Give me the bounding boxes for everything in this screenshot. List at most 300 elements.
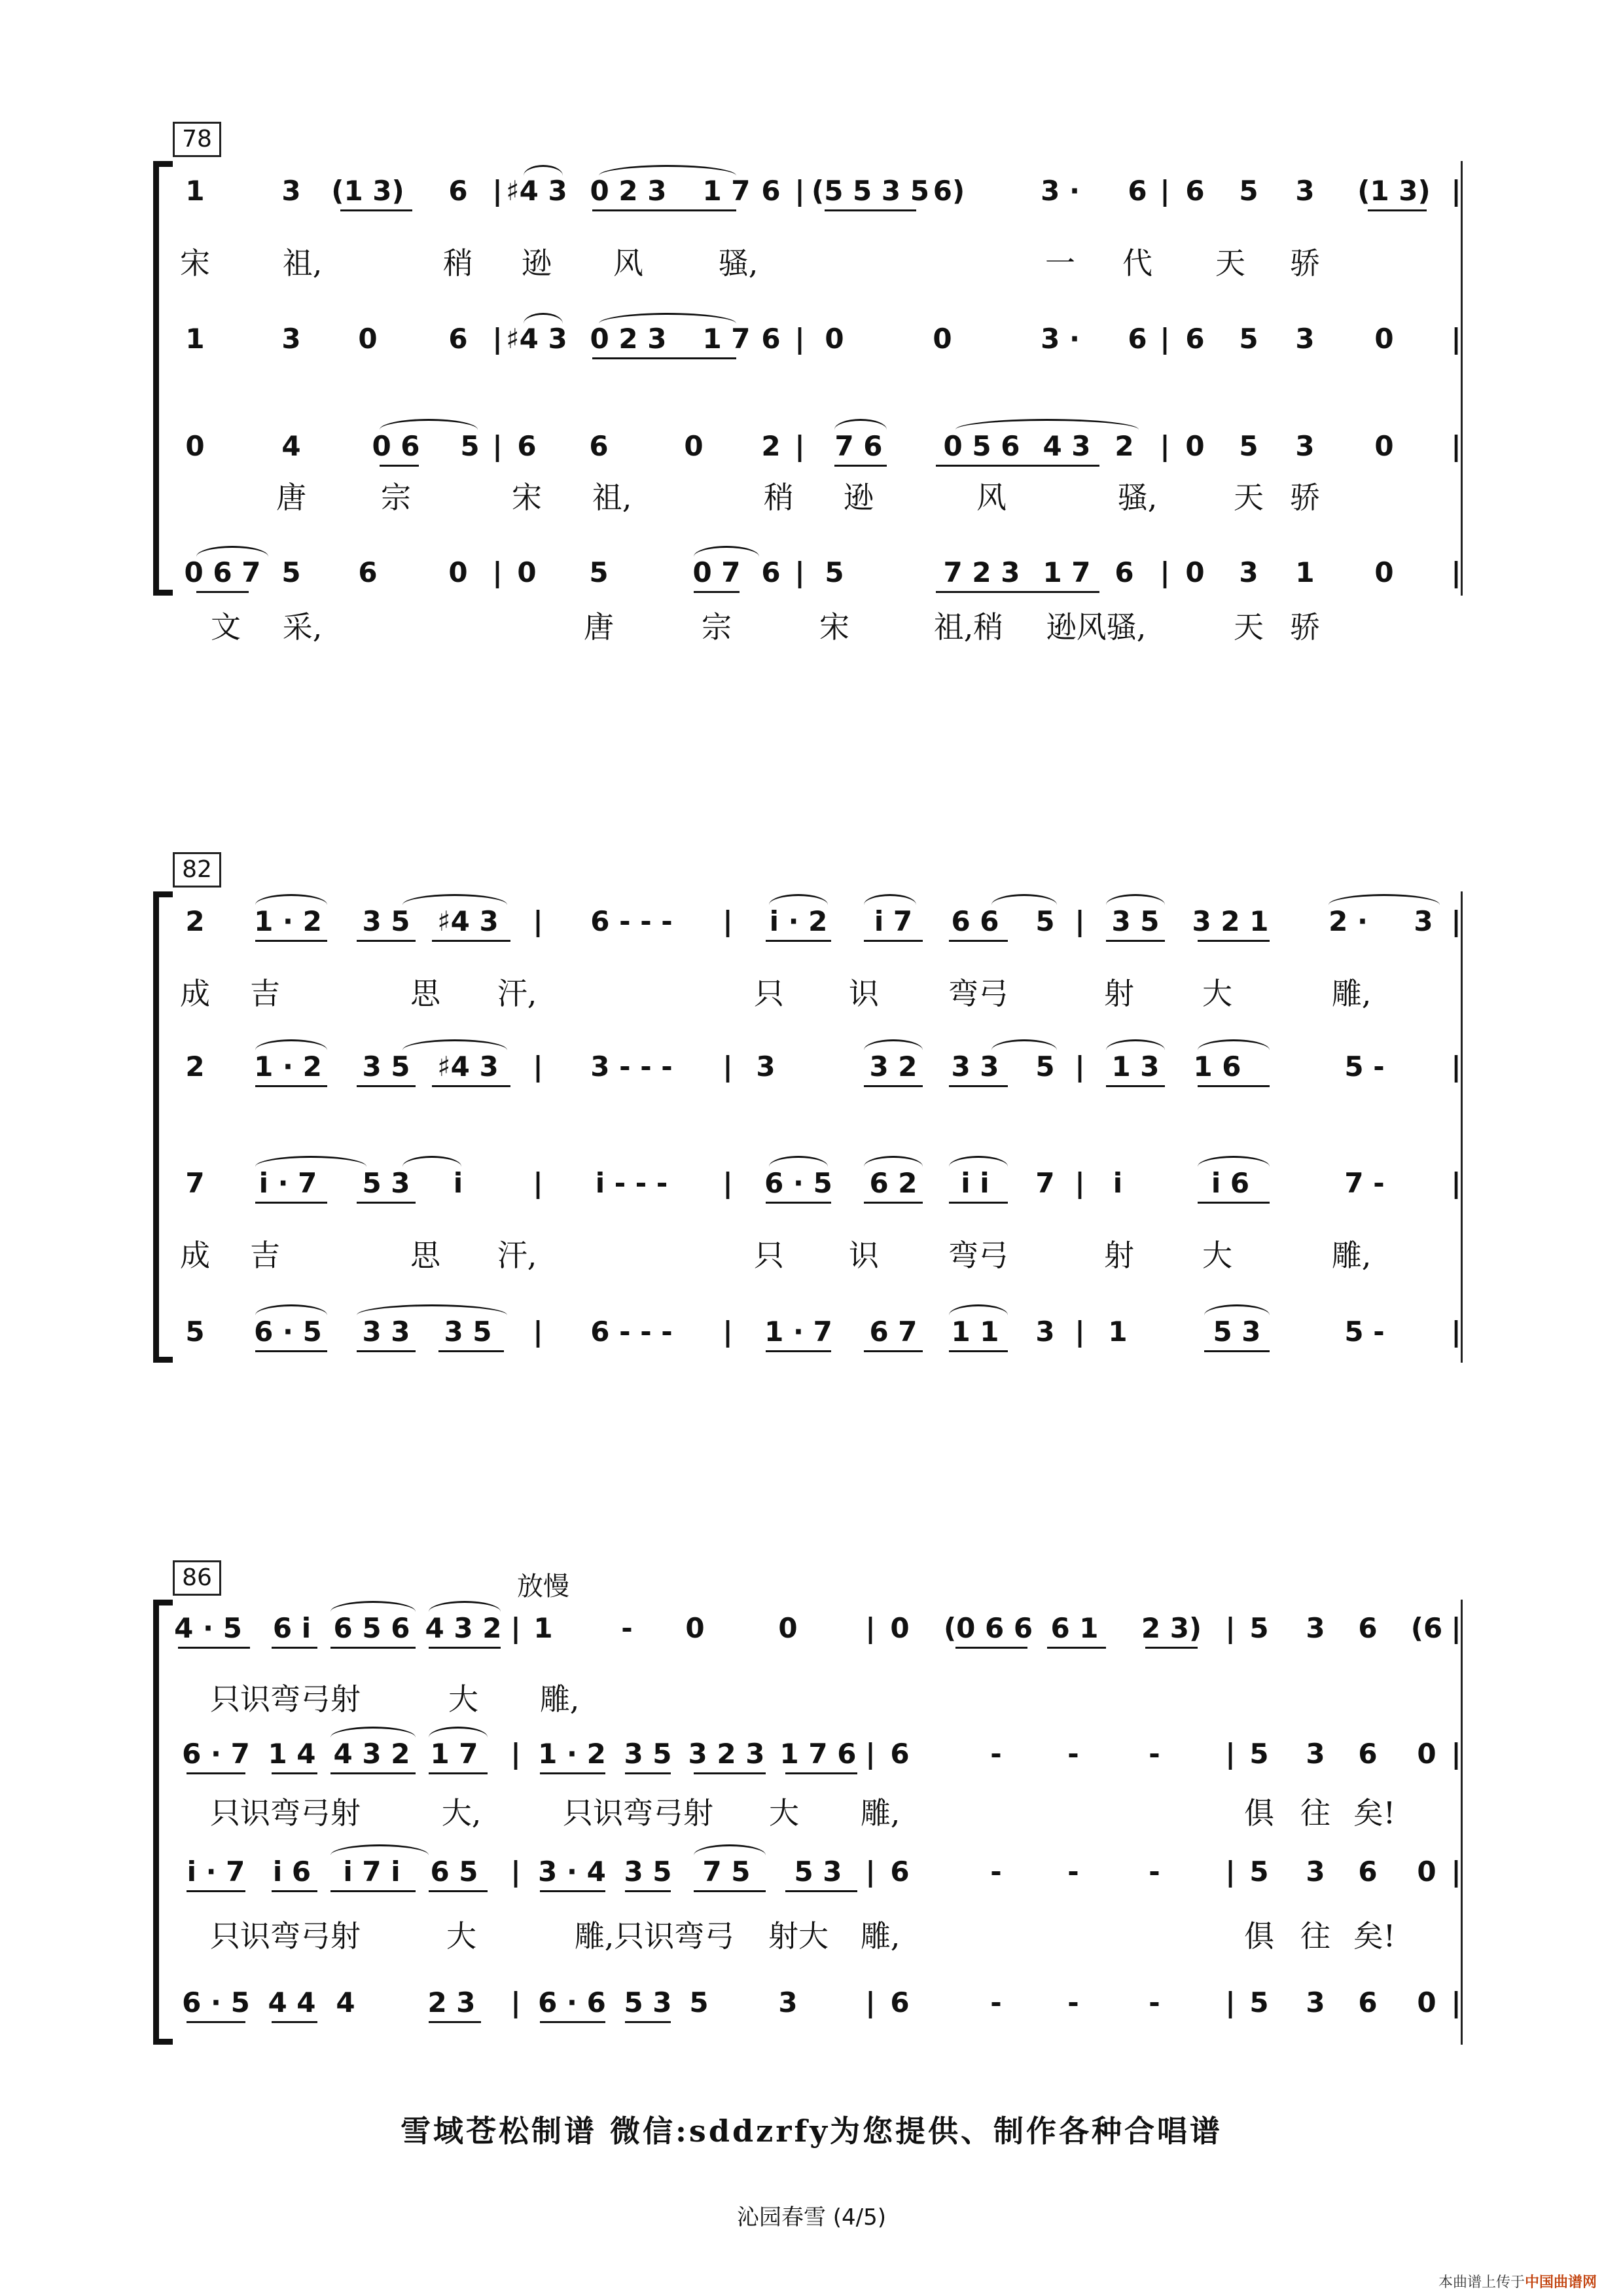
slur [330, 1844, 429, 1866]
tenor-notes-row [0, 1852, 1623, 1911]
lyric: 宋 [512, 480, 542, 515]
note: 7 2 3 [943, 556, 1020, 588]
note: - [990, 1856, 1002, 1888]
note: - [621, 1612, 633, 1644]
lyric: 雕,只识弯弓 [574, 1918, 735, 1954]
note: 6 · 5 [254, 1316, 322, 1348]
barline: | [510, 1612, 521, 1644]
underline-beam [272, 1647, 317, 1649]
lyric: 唐 [584, 609, 614, 645]
note: 0 [1417, 1856, 1436, 1888]
lyric: 一 [1045, 245, 1075, 281]
note: 6 [1128, 175, 1147, 207]
barline: | [865, 1986, 876, 2018]
note: 0 7 [692, 556, 741, 588]
underline-beam [357, 1085, 416, 1087]
note: 4 3 [1043, 430, 1091, 462]
slur [1106, 1039, 1165, 1061]
note: 0 [778, 1612, 798, 1644]
underline-beam [432, 1085, 510, 1087]
lyric: 天 [1234, 609, 1264, 645]
barline: | [510, 1738, 521, 1770]
note: 6 [1358, 1856, 1378, 1888]
underline-beam [255, 940, 327, 942]
barline: | [1160, 323, 1170, 355]
note: i [453, 1167, 463, 1199]
lyric: 识 [849, 976, 879, 1011]
slur [402, 894, 507, 916]
note: 5 [185, 1316, 205, 1348]
lyric: 雕, [1331, 976, 1372, 1011]
slur [524, 313, 563, 334]
barline: | [1451, 556, 1461, 588]
note: 3 [1306, 1856, 1325, 1888]
underline-beam [1145, 1647, 1198, 1649]
barline: | [533, 1316, 543, 1348]
note: 6 [890, 1856, 910, 1888]
lyric: 只 [754, 976, 784, 1011]
lyric: 大, [441, 1795, 482, 1831]
barline: | [1075, 1316, 1085, 1348]
lyric: 思 [410, 1238, 440, 1273]
note: 3 3 [951, 1050, 999, 1083]
barline: | [510, 1856, 521, 1888]
slur [402, 1156, 461, 1177]
underline-beam [255, 1350, 327, 1352]
note: i [1113, 1167, 1123, 1199]
note: 6) [933, 175, 965, 207]
barline: | [1225, 1986, 1236, 2018]
underline-beam [936, 591, 1099, 593]
barline: | [1160, 175, 1170, 207]
note: 1 · 2 [538, 1738, 606, 1770]
note: 6 [761, 175, 781, 207]
note: 3 · [1041, 323, 1080, 355]
note: 0 2 3 [590, 175, 667, 207]
underline-beam [625, 1772, 671, 1774]
note: 3 - - - [590, 1050, 673, 1083]
underline-beam [432, 940, 510, 942]
lyric: 稍 [443, 245, 473, 281]
barline: | [1451, 1738, 1461, 1770]
underline-beam [272, 1890, 317, 1892]
slur [834, 419, 887, 440]
note: 6 6 [951, 905, 999, 937]
underline-beam [380, 465, 419, 467]
lyric: 骄 [1290, 245, 1320, 281]
note: 3 [1035, 1316, 1055, 1348]
lyric: 大 [1202, 976, 1232, 1011]
lyric: 汗, [497, 976, 537, 1011]
barline: | [1225, 1738, 1236, 1770]
measure-number: 78 [173, 122, 221, 157]
note: 6 [517, 430, 537, 462]
note: 3 [778, 1986, 798, 2018]
note: 6 1 [1050, 1612, 1099, 1644]
slur [524, 165, 563, 187]
underline-beam [540, 1890, 605, 1892]
lyric: 识 [849, 1238, 879, 1273]
note: - [1149, 1856, 1160, 1888]
note: (6 [1410, 1612, 1443, 1644]
note: 3 3 [362, 1316, 410, 1348]
lyric: 文 [211, 609, 241, 645]
underline-beam [949, 1202, 1008, 1204]
note: 4 3 2 [333, 1738, 410, 1770]
lyric: 天 [1215, 245, 1245, 281]
slur [864, 1156, 923, 1177]
lyric: 采, [282, 609, 323, 645]
barline: | [1160, 430, 1170, 462]
note: 5 - [1344, 1050, 1385, 1083]
note: 5 3 [794, 1856, 842, 1888]
note: 7 [185, 1167, 205, 1199]
note: 0 [933, 323, 952, 355]
lyric: 祖, [592, 480, 632, 515]
note: 3 5 [444, 1316, 492, 1348]
note: ♯4 3 [506, 323, 567, 355]
note: 3 5 [362, 905, 410, 937]
note: 6 - - - [590, 905, 673, 937]
underline-beam [357, 1350, 416, 1352]
note: - [1067, 1986, 1079, 2018]
lyric: 逊 [522, 245, 552, 281]
note: 2 3 [427, 1986, 476, 2018]
underline-beam [766, 1202, 831, 1204]
barline: | [1225, 1856, 1236, 1888]
underline-beam [330, 1647, 416, 1649]
underline-beam [592, 357, 736, 359]
note: 7 [1035, 1167, 1055, 1199]
note: 3 [1306, 1738, 1325, 1770]
note: 1 7 [430, 1738, 478, 1770]
slur [255, 894, 327, 916]
note: 0 [890, 1612, 910, 1644]
slur [599, 165, 736, 187]
barline: | [722, 1167, 733, 1199]
note: - [990, 1986, 1002, 2018]
slur [357, 1304, 507, 1326]
note: i 7 [874, 905, 913, 937]
note: 3 5 [624, 1738, 672, 1770]
note: i i [961, 1167, 990, 1199]
note: 2 [185, 905, 205, 937]
note: 5 - [1344, 1316, 1385, 1348]
note: 6 - - - [590, 1316, 673, 1348]
underline-beam [1204, 1350, 1270, 1352]
lyric: 汗, [497, 1238, 537, 1273]
slur [255, 1156, 366, 1177]
underline-beam [1047, 1647, 1106, 1649]
lyric: 宗 [702, 609, 732, 645]
soprano-notes-row [0, 171, 1623, 230]
note: 5 [1239, 175, 1258, 207]
lyric: 射 [1104, 1238, 1134, 1273]
barline: | [1160, 556, 1170, 588]
note: 3 [1414, 905, 1433, 937]
alto-notes-row [0, 319, 1623, 378]
underline-beam [255, 1202, 327, 1204]
slur [694, 546, 759, 567]
note: 6 [1185, 175, 1205, 207]
note: 1 [1108, 1316, 1128, 1348]
note: 5 [460, 430, 480, 462]
note: 3 2 [869, 1050, 918, 1083]
soprano-notes-row [0, 1609, 1623, 1668]
underline-beam [864, 940, 923, 942]
lyric: 大 [446, 1918, 476, 1954]
note: - [990, 1738, 1002, 1770]
note: 1 [185, 323, 205, 355]
lyric: 唐 [276, 480, 306, 515]
underline-beam [825, 209, 916, 211]
note: 3 5 [1111, 905, 1160, 937]
note: (1 3) [1357, 175, 1431, 207]
underline-beam [340, 209, 412, 211]
note: 1 [533, 1612, 553, 1644]
site-watermark [1438, 2271, 1597, 2291]
note: 6 2 [869, 1167, 918, 1199]
lyric: 天 [1234, 480, 1264, 515]
lyric: 雕, [1331, 1238, 1372, 1273]
barline: | [865, 1856, 876, 1888]
barline: | [1451, 1050, 1461, 1083]
note: 1 7 [702, 323, 751, 355]
lyric: 骚, [1117, 480, 1158, 515]
lyric: 吉 [250, 976, 280, 1011]
bass-notes-row [0, 1312, 1623, 1371]
slur [694, 1844, 766, 1866]
barline: | [533, 1050, 543, 1083]
note: 0 [1417, 1986, 1436, 2018]
underline-beam [766, 1350, 831, 1352]
slur [599, 313, 736, 334]
underline-beam [1198, 1202, 1270, 1204]
note: 6 [448, 323, 468, 355]
note: 0 [1185, 556, 1205, 588]
note: i 7 i [343, 1856, 401, 1888]
underline-beam [834, 465, 887, 467]
barline: | [1451, 1986, 1461, 2018]
note: 6 · 5 [182, 1986, 250, 2018]
slur [991, 894, 1057, 916]
note: 6 5 [430, 1856, 478, 1888]
note: 0 [1185, 430, 1205, 462]
slur [769, 894, 828, 916]
lyric: 吉 [250, 1238, 280, 1273]
lyric: 射 [1104, 976, 1134, 1011]
lyric: 成 [180, 976, 210, 1011]
barline: | [865, 1738, 876, 1770]
slur [949, 1304, 1008, 1326]
note: 3 [281, 323, 301, 355]
note: 5 [1249, 1612, 1269, 1644]
lyric: 大 [1202, 1238, 1232, 1273]
note: 4 [336, 1986, 355, 2018]
note: 6 i [272, 1612, 312, 1644]
note: 0 [1417, 1738, 1436, 1770]
note: 6 [890, 1738, 910, 1770]
note: 2 3) [1141, 1612, 1202, 1644]
note: 4 · 5 [174, 1612, 242, 1644]
lyric: 大 [448, 1681, 478, 1717]
underline-beam [694, 591, 740, 593]
underline-beam [694, 1890, 766, 1892]
slur [196, 546, 268, 567]
note: 4 3 2 [425, 1612, 502, 1644]
alto-notes-row [0, 1734, 1623, 1793]
lyrics-row [0, 1916, 1623, 1975]
note: 3 · 4 [538, 1856, 606, 1888]
note: 5 3 [624, 1986, 672, 2018]
barline: | [794, 175, 805, 207]
note: 1 4 [268, 1738, 316, 1770]
note: 6 [448, 175, 468, 207]
note: 0 6 [372, 430, 420, 462]
underline-beam [272, 2021, 317, 2023]
note: - [1067, 1738, 1079, 1770]
underline-beam [1198, 1085, 1270, 1087]
underline-beam [955, 1647, 1027, 1649]
underline-beam [255, 1085, 327, 1087]
underline-beam [864, 1350, 923, 1352]
barline: | [492, 175, 503, 207]
note: 6 5 6 [333, 1612, 410, 1644]
barline: | [1075, 1050, 1085, 1083]
note: 6 [1358, 1986, 1378, 2018]
note: 3 [1295, 323, 1315, 355]
lyric: 矣! [1353, 1918, 1396, 1954]
note: 5 [689, 1986, 709, 2018]
underline-beam [178, 1647, 250, 1649]
slur [1106, 894, 1165, 916]
lyric: 祖, [282, 245, 323, 281]
barline: | [722, 1316, 733, 1348]
slur [864, 1039, 923, 1061]
underline-beam [936, 465, 1099, 467]
note: i 6 [1211, 1167, 1250, 1199]
lyric: 只识弯弓射 [210, 1918, 361, 1954]
underline-beam [330, 1772, 416, 1774]
underline-beam [785, 1772, 857, 1774]
note: 0 [358, 323, 378, 355]
note: 5 3 [1213, 1316, 1261, 1348]
underline-beam [694, 1772, 766, 1774]
note: 1 7 [702, 175, 751, 207]
lyric: 只识弯弓射 [210, 1681, 361, 1717]
measure-number: 82 [173, 852, 221, 888]
lyric: 矣! [1353, 1795, 1396, 1831]
note: 0 [1374, 323, 1394, 355]
note: - [1149, 1738, 1160, 1770]
note: 3 2 3 [688, 1738, 765, 1770]
note: 0 2 3 [590, 323, 667, 355]
lyric: 风 [613, 245, 643, 281]
note: 0 [684, 430, 704, 462]
tempo-mark: 放慢 [517, 1571, 569, 1602]
underline-beam [592, 209, 736, 211]
barline: | [510, 1986, 521, 2018]
lyrics-row [0, 1236, 1623, 1295]
note: 5 [1239, 430, 1258, 462]
lyric: 成 [180, 1238, 210, 1273]
barline: | [1451, 175, 1461, 207]
note: 6 [890, 1986, 910, 2018]
note: 1 · 2 [254, 905, 322, 937]
note: 0 [517, 556, 537, 588]
note: 5 [1239, 323, 1258, 355]
lyrics-row [0, 243, 1623, 302]
slur [330, 1601, 416, 1623]
lyric: 稍 [764, 480, 794, 515]
note: (0 6 6 [943, 1612, 1033, 1644]
note: 0 [825, 323, 844, 355]
lyric: 往 [1300, 1795, 1330, 1831]
lyrics-row [0, 478, 1623, 537]
barline: | [1075, 905, 1085, 937]
note: 2 · [1329, 905, 1368, 937]
note: 1 · 2 [254, 1050, 322, 1083]
underline-beam [949, 1085, 1008, 1087]
underline-beam [187, 2021, 245, 2023]
note: ♯4 3 [506, 175, 567, 207]
note: 3 5 [362, 1050, 410, 1083]
slur [380, 419, 478, 440]
note: 5 [1249, 1986, 1269, 2018]
lyric: 弯弓 [948, 976, 1008, 1011]
barline: | [533, 905, 543, 937]
note: 5 [1249, 1856, 1269, 1888]
barline: | [1451, 1856, 1461, 1888]
note: 6 [1185, 323, 1205, 355]
lyric: 俱 [1244, 1918, 1274, 1954]
barline: | [794, 323, 805, 355]
note: 3 [281, 175, 301, 207]
note: (5 5 3 5 [812, 175, 929, 207]
lyric: 射大 [768, 1918, 829, 1954]
underline-beam [540, 2021, 605, 2023]
lyric: 往 [1300, 1918, 1330, 1954]
note: 0 6 7 [184, 556, 261, 588]
underline-beam [196, 591, 249, 593]
note: i · 2 [769, 905, 828, 937]
barline: | [1451, 1612, 1461, 1644]
barline: | [722, 905, 733, 937]
note: 6 [1128, 323, 1147, 355]
note: 0 [1374, 556, 1394, 588]
measure-number: 86 [173, 1560, 221, 1596]
note: 3 [1239, 556, 1258, 588]
note: 3 5 [624, 1856, 672, 1888]
slur [429, 1727, 488, 1748]
arranger-credit: 雪域苍松制谱 微信:sddzrfy为您提供、制作各种合唱谱 [400, 2113, 1223, 2149]
lyrics-row [0, 607, 1623, 666]
note: 7 6 [834, 430, 883, 462]
underline-beam [540, 1772, 605, 1774]
underline-beam [1106, 940, 1165, 942]
underline-beam [625, 1890, 671, 1892]
note: 1 [1295, 556, 1315, 588]
note: i · 7 [259, 1167, 317, 1199]
barline: | [492, 430, 503, 462]
lyric: 风 [976, 480, 1007, 515]
note: 0 [185, 430, 205, 462]
note: - [1067, 1856, 1079, 1888]
note: (1 3) [331, 175, 404, 207]
lyric: 骄 [1290, 480, 1320, 515]
alto-notes-row [0, 1047, 1623, 1106]
slur [769, 1156, 828, 1177]
